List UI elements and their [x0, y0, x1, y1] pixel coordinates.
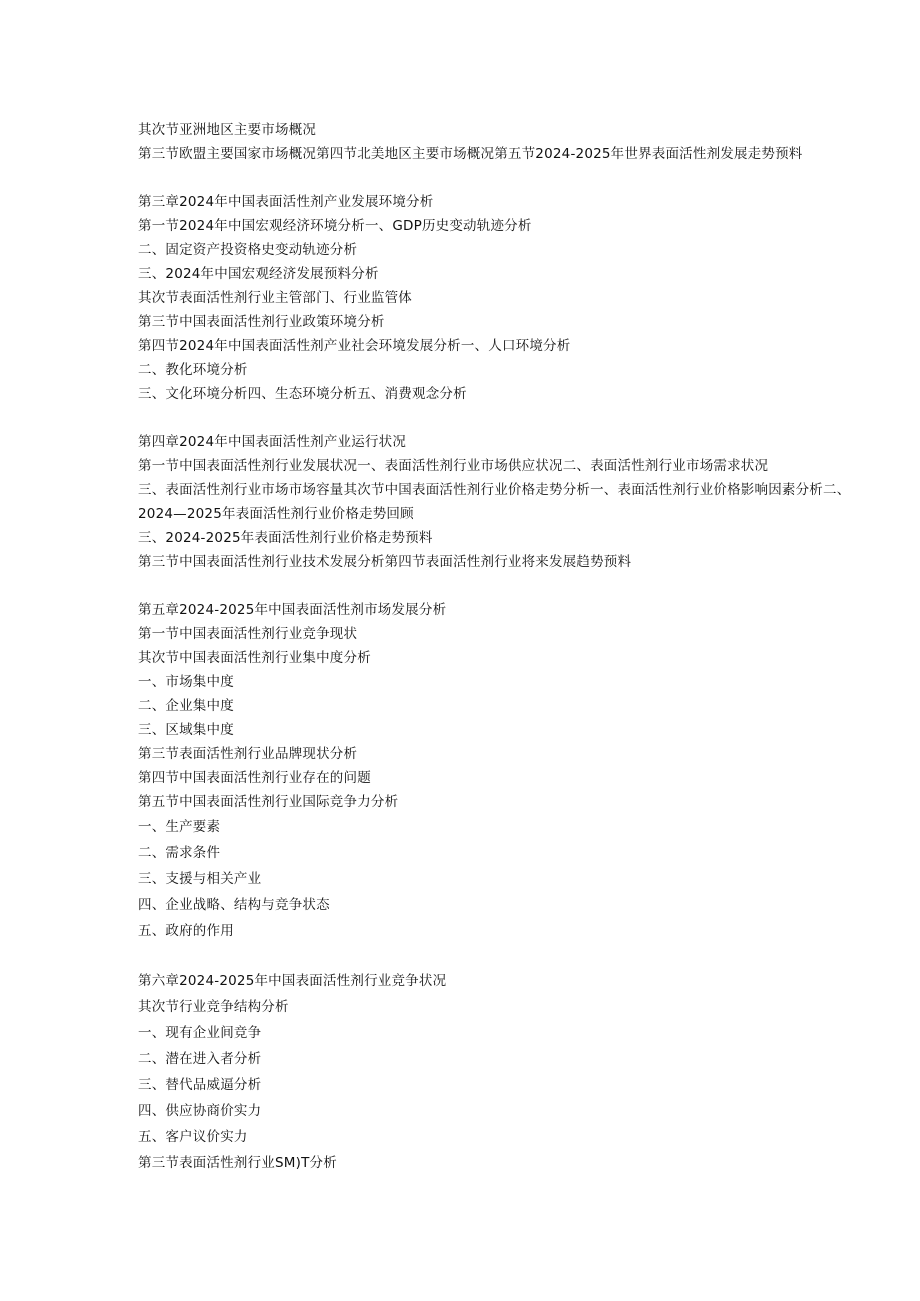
text-line: 二、需求条件 — [138, 845, 221, 861]
text-line: 五、客户议价实力 — [138, 1129, 248, 1145]
section-gap — [138, 406, 878, 430]
section-gap — [138, 944, 878, 968]
text-line: 其次节中国表面活性剂行业集中度分析 — [138, 650, 371, 666]
text-line: 第一节2024年中国宏观经济环境分析一、GDP历史变动轨迹分析 — [138, 218, 532, 234]
text-line: 第三节中国表面活性剂行业政策环境分析 — [138, 314, 385, 330]
text-line: 第三节欧盟主要国家市场概况第四节北美地区主要市场概况第五节2024-2025年世界表面活性剂发展走势预料 — [138, 146, 803, 162]
text-line: 第三节表面活性剂行业SM)T分析 — [138, 1155, 337, 1171]
text-line: 第一节中国表面活性剂行业发展状况一、表面活性剂行业市场供应状况二、表面活性剂行业市场需求状况 — [138, 458, 769, 474]
text-line: 一、现有企业间竞争 — [138, 1025, 262, 1041]
text-line: 三、支援与相关产业 — [138, 871, 262, 887]
text-line: 五、政府的作用 — [138, 923, 234, 939]
text-line: 三、替代品威逼分析 — [138, 1077, 262, 1093]
text-line: 一、生产要素 — [138, 819, 221, 835]
chapter-heading: 第三章2024年中国表面活性剂产业发展环境分析 — [138, 194, 434, 210]
text-line: 第一节中国表面活性剂行业竞争现状 — [138, 626, 358, 642]
text-line: 二、企业集中度 — [138, 698, 234, 714]
text-line: 其次节亚洲地区主要市场概况 — [138, 122, 317, 138]
document-body — [138, 118, 878, 1176]
text-line: 第三节表面活性剂行业品牌现状分析 — [138, 746, 358, 762]
text-line: 三、2024-2025年表面活性剂行业价格走势预料 — [138, 530, 433, 546]
text-line: 二、固定资产投资格史变动轨迹分析 — [138, 242, 358, 258]
text-line: 四、供应协商价实力 — [138, 1103, 262, 1119]
text-line: 第四节中国表面活性剂行业存在的问题 — [138, 770, 371, 786]
text-line: 其次节行业竞争结构分析 — [138, 999, 289, 1015]
chapter-heading: 第六章2024-2025年中国表面活性剂行业竞争状况 — [138, 973, 447, 989]
section-gap — [138, 166, 878, 190]
text-line: 二、潜在进入者分析 — [138, 1051, 262, 1067]
text-line: 第五节中国表面活性剂行业国际竞争力分析 — [138, 794, 399, 810]
text-line: 三、表面活性剂行业市场市场容量其次节中国表面活性剂行业价格走势分析一、表面活性剂行业价格影响因素分析二、2024—2025年表面活性剂行业价格走势回顾 — [138, 482, 851, 522]
text-line: 一、市场集中度 — [138, 674, 234, 690]
text-line: 三、2024年中国宏观经济发展预料分析 — [138, 266, 379, 282]
text-line: 四、企业战略、结构与竞争状态 — [138, 897, 330, 913]
text-line: 二、教化环境分析 — [138, 362, 248, 378]
chapter-heading: 第五章2024-2025年中国表面活性剂市场发展分析 — [138, 602, 447, 618]
text-line: 三、文化环境分析四、生态环境分析五、消费观念分析 — [138, 386, 467, 402]
section-gap — [138, 574, 878, 598]
text-line: 三、区域集中度 — [138, 722, 234, 738]
text-line: 其次节表面活性剂行业主管部门、行业监管体 — [138, 290, 412, 306]
text-line: 第三节中国表面活性剂行业技术发展分析第四节表面活性剂行业将来发展趋势预料 — [138, 554, 632, 570]
chapter-heading: 第四章2024年中国表面活性剂产业运行状况 — [138, 434, 407, 450]
text-line: 第四节2024年中国表面活性剂产业社会环境发展分析一、人口环境分析 — [138, 338, 571, 354]
